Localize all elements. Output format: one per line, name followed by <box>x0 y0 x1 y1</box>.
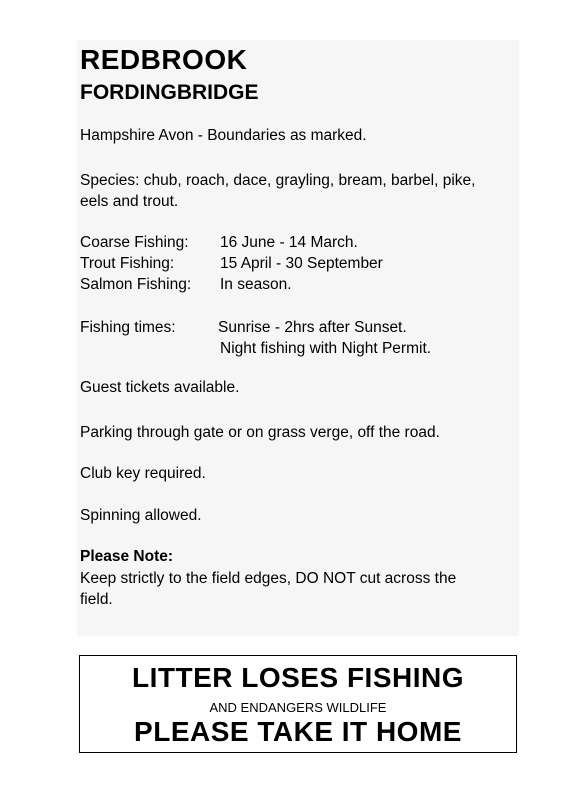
species-line-1: Species: chub, roach, dace, grayling, bream, barbel, pike, <box>80 172 476 189</box>
fishing-times-label: Fishing times: <box>80 319 176 336</box>
fishing-times-line-2: Night fishing with Night Permit. <box>220 340 432 357</box>
coarse-fishing-label: Coarse Fishing: <box>80 234 189 251</box>
note-line-2: field. <box>80 591 113 608</box>
note-line-1: Keep strictly to the field edges, DO NOT cut across the <box>80 570 457 587</box>
salmon-fishing-value: In season. <box>220 276 292 293</box>
salmon-fishing-label: Salmon Fishing: <box>80 276 192 293</box>
litter-warning-line-2: AND ENDANGERS WILDLIFE <box>209 700 387 715</box>
litter-warning-box <box>79 655 517 753</box>
litter-warning-line-3: PLEASE TAKE IT HOME <box>134 716 462 747</box>
page-title: REDBROOK <box>80 44 248 75</box>
guest-tickets-text: Guest tickets available. <box>80 379 240 396</box>
species-line-2: eels and trout. <box>80 193 179 210</box>
parking-text: Parking through gate or on grass verge, off the road. <box>80 424 440 441</box>
page-subtitle: FORDINGBRIDGE <box>80 81 259 104</box>
club-key-text: Club key required. <box>80 465 206 482</box>
spinning-text: Spinning allowed. <box>80 507 202 524</box>
trout-fishing-value: 15 April - 30 September <box>220 255 383 272</box>
coarse-fishing-value: 16 June - 14 March. <box>220 234 358 251</box>
litter-warning-line-1: LITTER LOSES FISHING <box>131 662 464 693</box>
fishing-times-line-1: Sunrise - 2hrs after Sunset. <box>218 319 407 336</box>
note-heading: Please Note: <box>80 548 174 565</box>
boundaries-text: Hampshire Avon - Boundaries as marked. <box>80 127 367 144</box>
trout-fishing-label: Trout Fishing: <box>80 255 175 272</box>
